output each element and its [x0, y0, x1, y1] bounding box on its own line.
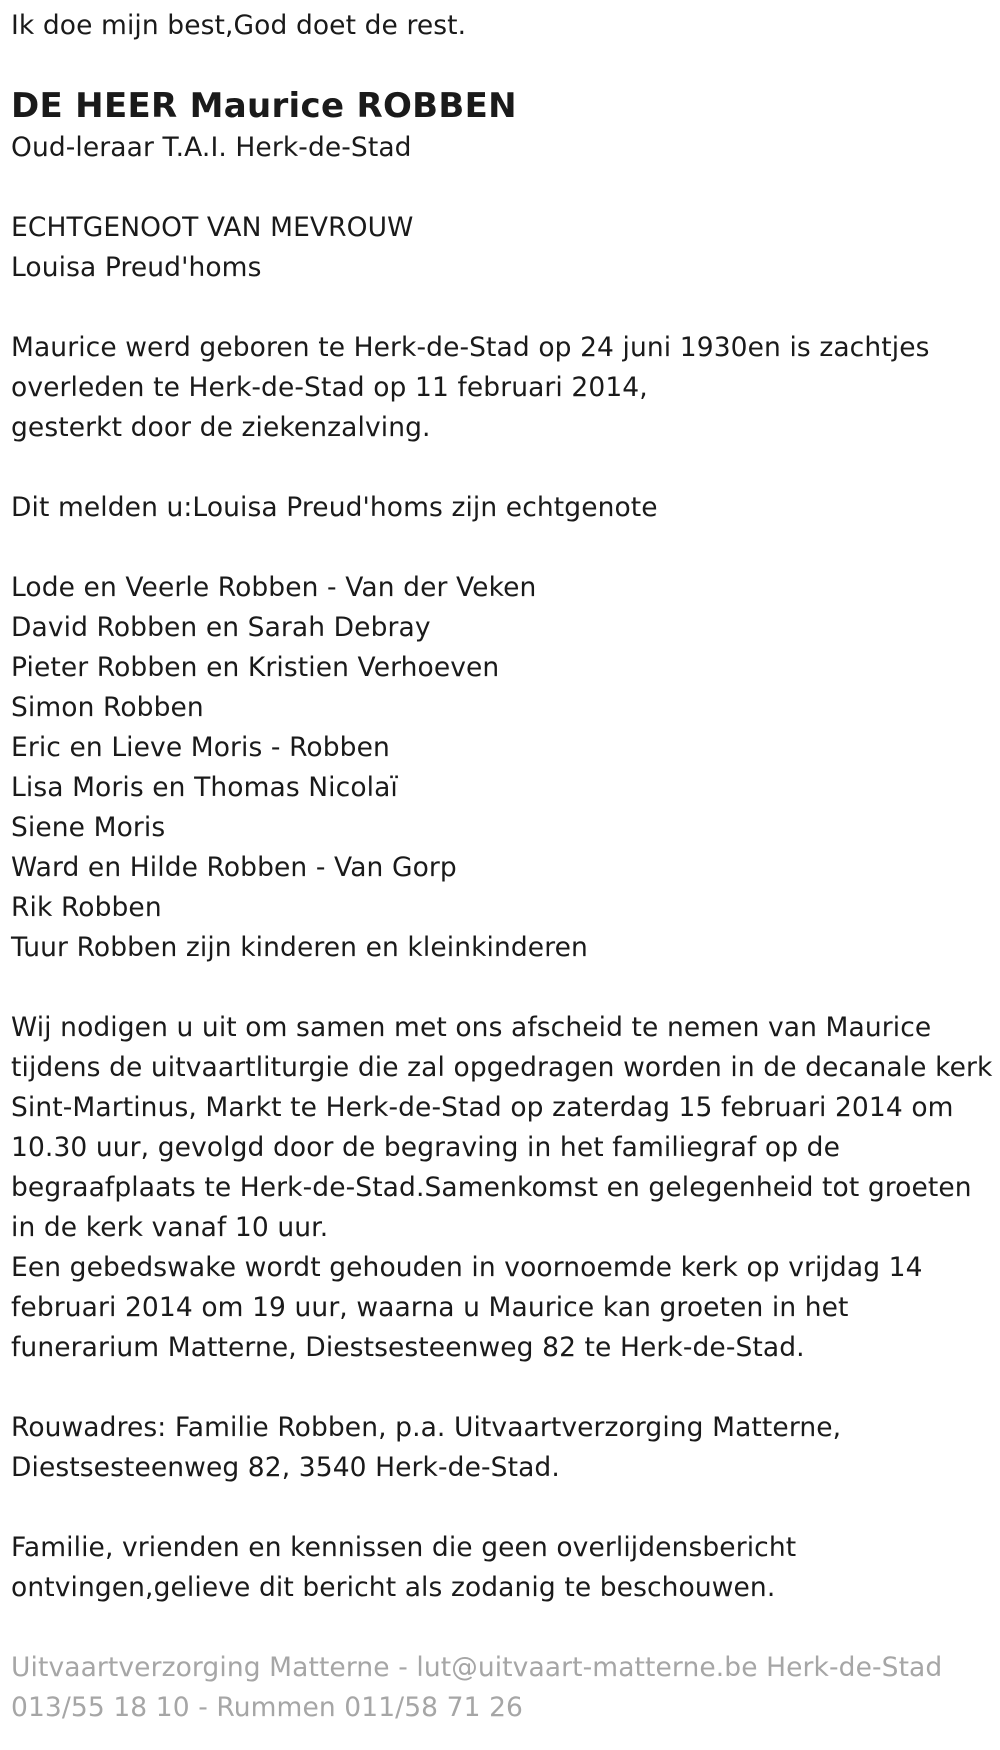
- spouse-block: [11, 208, 1000, 288]
- footer-line: 013/55 18 10 - Rummen 011/58 71 26: [11, 1692, 524, 1723]
- paragraph-line: Diestsesteenweg 82, 3540 Herk-de-Stad.: [11, 1452, 560, 1483]
- spacer: [11, 1488, 1000, 1528]
- family-member: Rik Robben: [11, 892, 162, 923]
- notice-paragraph: [11, 1528, 1000, 1608]
- spacer: [11, 448, 1000, 488]
- spacer: [11, 968, 1000, 1008]
- paragraph-line: ontvingen,gelieve dit bericht als zodanig te beschouwen.: [11, 1572, 776, 1603]
- announcement: Dit melden u:Louisa Preud'homs zijn echtgenote: [11, 492, 658, 523]
- invitation-paragraph: [11, 1008, 1000, 1368]
- family-member: Siene Moris: [11, 812, 166, 843]
- paragraph-line: Wij nodigen u uit om samen met ons afscheid te nemen van Maurice: [11, 1012, 932, 1043]
- family-member: Pieter Robben en Kristien Verhoeven: [11, 652, 500, 683]
- footer-line: Uitvaartverzorging Matterne - lut@uitvaart-matterne.be Herk-de-Stad: [11, 1652, 943, 1683]
- paragraph-line: in de kerk vanaf 10 uur.: [11, 1212, 329, 1243]
- paragraph-line: begraafplaats te Herk-de-Stad.Samenkomst en gelegenheid tot groeten: [11, 1172, 972, 1203]
- paragraph-line: Sint-Martinus, Markt te Herk-de-Stad op zaterdag 15 februari 2014 om: [11, 1092, 954, 1123]
- family-member: Lode en Veerle Robben - Van der Veken: [11, 572, 537, 603]
- spacer: [11, 1368, 1000, 1408]
- funeral-home-footer: [11, 1648, 1000, 1728]
- deceased-name: DE HEER Maurice ROBBEN: [11, 86, 517, 126]
- spouse-heading: ECHTGENOOT VAN MEVROUW: [11, 212, 414, 243]
- spacer: [11, 168, 1000, 208]
- spouse-name: Louisa Preud'homs: [11, 252, 262, 283]
- spacer: [11, 1608, 1000, 1648]
- family-list: [11, 568, 1000, 968]
- paragraph-line: overleden te Herk-de-Stad op 11 februari 2014,: [11, 372, 648, 403]
- motto: Ik doe mijn best,God doet de rest.: [11, 10, 467, 41]
- paragraph-line: tijdens de uitvaartliturgie die zal opgedragen worden in de decanale kerk: [11, 1052, 993, 1083]
- paragraph-line: Rouwadres: Familie Robben, p.a. Uitvaartverzorging Matterne,: [11, 1412, 842, 1443]
- paragraph-line: gesterkt door de ziekenzalving.: [11, 412, 431, 443]
- family-member: David Robben en Sarah Debray: [11, 612, 431, 643]
- obituary-page: [0, 6, 1000, 1750]
- occupation: Oud-leraar T.A.I. Herk-de-Stad: [11, 132, 412, 163]
- family-member: Ward en Hilde Robben - Van Gorp: [11, 852, 457, 883]
- family-member: Tuur Robben zijn kinderen en kleinkinderen: [11, 932, 588, 963]
- address-paragraph: [11, 1408, 1000, 1488]
- paragraph-line: funerarium Matterne, Diestsesteenweg 82 te Herk-de-Stad.: [11, 1332, 805, 1363]
- paragraph-line: 10.30 uur, gevolgd door de begraving in het familiegraf op de: [11, 1132, 841, 1163]
- spacer: [11, 288, 1000, 328]
- family-member: Eric en Lieve Moris - Robben: [11, 732, 390, 763]
- family-member: Lisa Moris en Thomas Nicolaï: [11, 772, 398, 803]
- paragraph-line: Een gebedswake wordt gehouden in voornoemde kerk op vrijdag 14: [11, 1252, 923, 1283]
- paragraph-line: Maurice werd geboren te Herk-de-Stad op 24 juni 1930en is zachtjes: [11, 332, 930, 363]
- life-paragraph: [11, 328, 1000, 448]
- spacer: [11, 528, 1000, 568]
- paragraph-line: Familie, vrienden en kennissen die geen overlijdensbericht: [11, 1532, 797, 1563]
- family-member: Simon Robben: [11, 692, 204, 723]
- paragraph-line: februari 2014 om 19 uur, waarna u Maurice kan groeten in het: [11, 1292, 849, 1323]
